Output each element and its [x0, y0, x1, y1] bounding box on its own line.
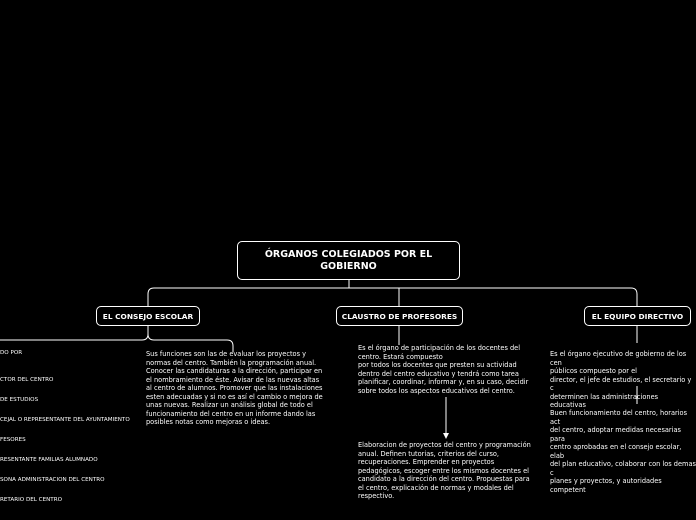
- arrow-head: [443, 433, 449, 439]
- connector-consejo-members: [0, 326, 148, 340]
- branch-consejo-escolar[interactable]: [96, 306, 200, 326]
- claustro-functions-text[interactable]: Elaboracion de proyectos del centro y programación anual. Definen tutorias, criterios del curso, recuperaciones. Emprender en proyectos pedagógicos, escoger entre los mismos docentes el candidato a la dirección del centro. Propuestas para el centro, explicación de normas y modales del respectivo.: [358, 441, 531, 500]
- root-node[interactable]: [237, 241, 460, 280]
- branch-label: EL CONSEJO ESCOLAR: [102, 311, 194, 321]
- equipo-definition-text[interactable]: Es el órgano ejecutivo de gobierno de los cen públicos compuesto por el director, el jefe de estudios, el secretario y c determinen las administraciones educativas: [550, 350, 692, 409]
- root-title: ÓRGANOS COLEGIADOS POR EL GOBIERNO: [264, 248, 433, 272]
- member-item[interactable]: RETARIO DEL CENTRO: [0, 497, 63, 503]
- member-item[interactable]: RESENTANTE FAMILIAS ALUMNADO: [0, 457, 98, 463]
- claustro-definition-text[interactable]: Es el órgano de participación de los docentes del centro. Estará compuesto por todos los docentes que presten su actividad dentro del centro educativo y tendrá como tarea planificar, coordinar, informar y, en su caso, decidir sobre todos los aspectos educativos del centro.: [358, 344, 529, 395]
- connector-horizontal: [148, 288, 637, 306]
- member-item[interactable]: FESORES: [0, 437, 26, 443]
- branch-label: EL EQUIPO DIRECTIVO: [591, 311, 684, 321]
- member-item[interactable]: CEJAL O REPRESENTANTE DEL AYUNTAMIENTO: [0, 417, 130, 423]
- member-item[interactable]: DE ESTUDIOS: [0, 397, 39, 403]
- equipo-functions-text[interactable]: Buen funcionamiento del centro, horarios act del centro, adoptar medidas necesarias para centro aprobadas en el consejo escolar, elab del plan educativo, colaborar con los demas c planes y proyectos, y autoridades competent: [550, 409, 696, 494]
- branch-label: CLAUSTRO DE PROFESORES: [341, 311, 458, 321]
- member-item[interactable]: DO POR: [0, 350, 23, 356]
- member-item[interactable]: SONA ADMINISTRACION DEL CENTRO: [0, 477, 105, 483]
- member-item[interactable]: CTOR DEL CENTRO: [0, 377, 54, 383]
- branch-equipo-directivo[interactable]: [584, 306, 691, 326]
- branch-claustro-profesores[interactable]: [336, 306, 463, 326]
- consejo-functions-text[interactable]: Sus funciones son las de evaluar los proyectos y normas del centro. También la programación anual. Conocer las candidaturas a la dirección, participar en el nombramiento de éste. Avisar de las nuevas altas al centro de alumnos. Promover que las instalaciones esten adecuadas y si no es así el cambio o mejora de unas nuevas. Realizar un análisis global de todo el funcionamiento del centro en un informe dando las posibles notas como mejoras o ideas.: [146, 350, 323, 426]
